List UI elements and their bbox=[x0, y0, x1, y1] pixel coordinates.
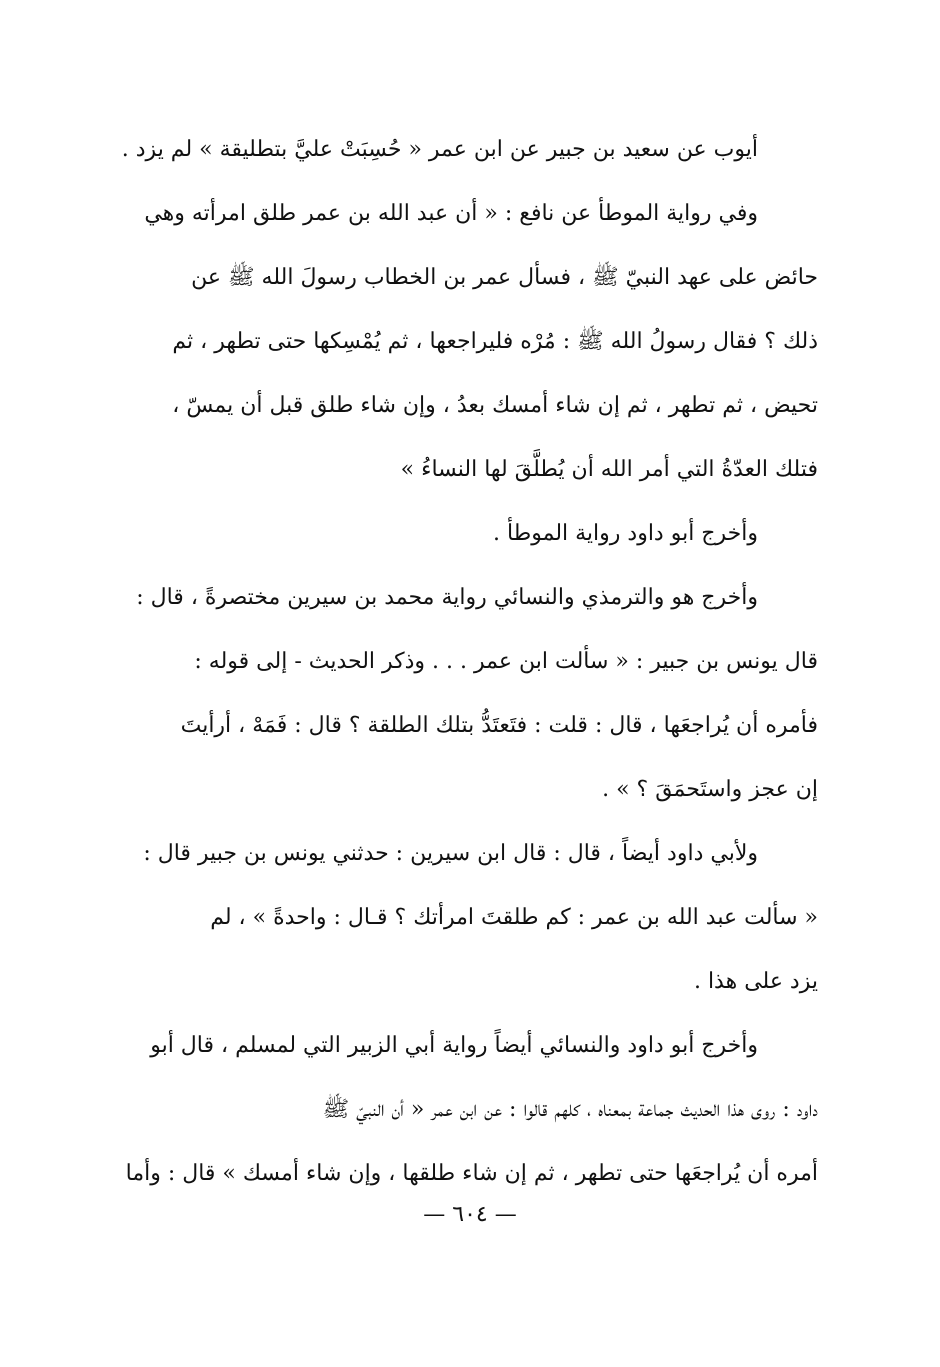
text-line: أيوب عن سعيد بن جبير عن ابن عمر « حُسِبَتْ عليَّ بتطليقة » لم يزد . bbox=[121, 137, 758, 162]
text-line: حائض على عهد النبيّ ﷺ ، فسأل عمر بن الخطاب رسولَ الله ﷺ عن bbox=[191, 265, 818, 290]
text-line: ذلك ؟ فقال رسولُ الله ﷺ : مُرْه فليراجعها ، ثم يُمْسِكها حتى تطهر ، ثم bbox=[172, 329, 818, 354]
text-line: إن عجز واستَحمَقَ ؟ » . bbox=[602, 777, 818, 802]
text-line: وأخرج هو والترمذي والنسائي رواية محمد بن سيرين مختصرةً ، قال : bbox=[136, 585, 758, 610]
page-number: — ٦٠٤ — bbox=[423, 1202, 517, 1227]
text-line: أمره أن يُراجعَها حتى تطهر ، ثم إن شاء طلقها ، وإن شاء أمسك » قال : وأما bbox=[125, 1161, 818, 1186]
text-line: « سألت عبد الله بن عمر : كم طلقتَ امرأتك ؟ قـال : واحدةً » ، لم bbox=[210, 905, 818, 930]
text-line: يزد على هذا . bbox=[693, 969, 818, 994]
text-line: وأخرج أبو داود والنسائي أيضاً رواية أبي الزبير التي لمسلم ، قال أبو bbox=[150, 1033, 758, 1058]
text-line: وأخرج أبو داود رواية الموطأ . bbox=[493, 521, 758, 546]
text-line: تحيض ، ثم تطهر ، ثم إن شاء أمسك بعدُ ، وإن شاء طلق قبل أن يمسّ ، bbox=[172, 393, 818, 418]
text-line: وفي رواية الموطأ عن نافع : « أن عبد الله بن عمر طلق امرأته وهي bbox=[144, 201, 758, 226]
text-body bbox=[112, 118, 818, 1206]
text-line: فأمره أن يُراجعَها ، قال : قلت : فتَعتَدُّ بتلك الطلقة ؟ قال : فَمَهْ ، أرأيتَ bbox=[180, 713, 818, 738]
text-line: ولأبي داود أيضاً ، قال : قال ابن سيرين : حدثني يونس بن جبير قال : bbox=[143, 841, 758, 866]
text-line: قال يونس بن جبير : « سألت ابن عمر . . . وذكر الحديث - إلى قوله : bbox=[194, 649, 818, 674]
text-line: فتلك العدّةُ التي أمر الله أن يُطلَّقَ لها النساءُ » bbox=[400, 457, 818, 482]
text-line: داود : روى هذا الحديث جماعة بمعناه ، كلهم قالوا : عن ابن عمر « أن النبيّ ﷺ bbox=[322, 1097, 818, 1122]
